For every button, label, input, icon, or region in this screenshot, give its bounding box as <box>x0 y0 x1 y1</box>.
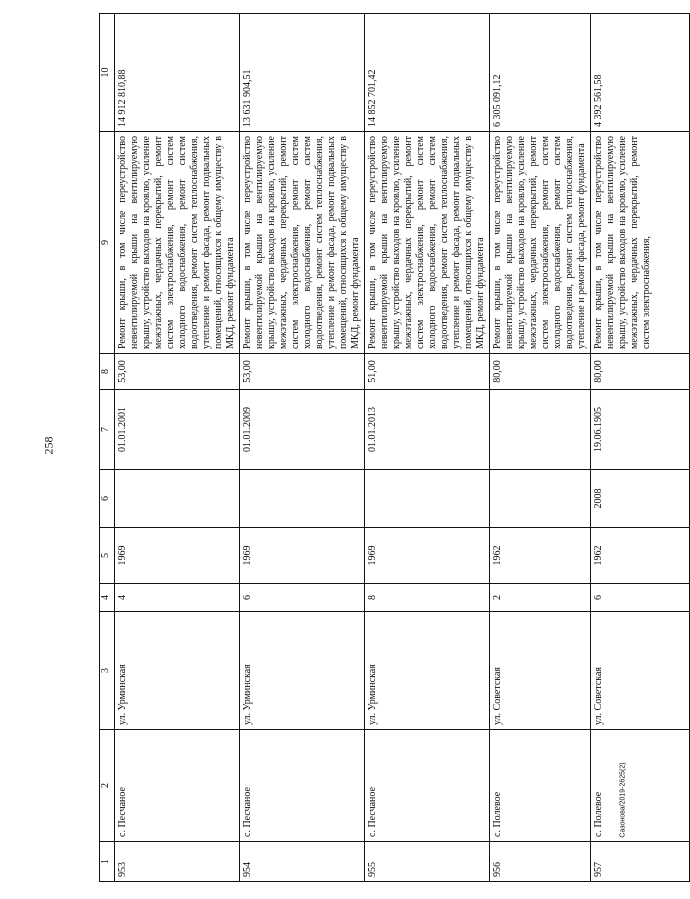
date: 01.01.2001 <box>115 390 240 470</box>
cost: 4 392 561,58 <box>591 14 690 132</box>
settlement: с. Полевое <box>490 730 591 842</box>
cost: 6 305 091,12 <box>490 14 591 132</box>
column-6-value <box>490 470 591 528</box>
cost: 14 912 810,88 <box>115 14 240 132</box>
settlement: с. Полевое <box>591 730 690 842</box>
street: ул. Урминская <box>240 612 365 730</box>
column-number-row <box>100 14 115 882</box>
column-6-value <box>365 470 490 528</box>
street: ул. Советская <box>490 612 591 730</box>
year-built: 1969 <box>365 528 490 584</box>
works-description: Ремонт крыши, в том числе переустройство невентилируемой крыши на вентилируемую крышу, устройство выходов на кровлю, усиление межэтажных, чердачных перекрытий, ремонт систем электроснабжения, ремонт систем холодного водоснабжения, ремонт систем водоотведения, ремонт систем теплоснабжения, утепление и ремонт фасада, ремонт фундамента <box>490 132 591 354</box>
house-number: 6 <box>591 584 690 612</box>
cost: 14 852 701,42 <box>365 14 490 132</box>
header-cell-5: 5 <box>100 528 115 584</box>
works-description: Ремонт крыши, в том числе переустройство невентилируемой крыши на вентилируемую крышу, устройство выходов на кровлю, усиление межэтажных, чердачных перекрытий, ремонт систем электроснабжения, ремонт систем холодного водоснабжения, ремонт систем водоотведения, ремонт систем теплоснабжения, утепление и ремонт фасада, ремонт подвальных помещений, относящихся к общему имуществу в МКД, ремонт фундамента <box>365 132 490 354</box>
year-built: 1962 <box>490 528 591 584</box>
date: 01.01.2009 <box>240 390 365 470</box>
wear-percent: 80,00 <box>591 354 690 390</box>
column-6-value <box>240 470 365 528</box>
house-number: 4 <box>115 584 240 612</box>
wear-percent: 53,00 <box>240 354 365 390</box>
document-code: Сазонова/2019-2625(2) <box>619 762 627 838</box>
column-6-value: 2008 <box>591 470 690 528</box>
header-cell-10: 10 <box>100 14 115 132</box>
wear-percent: 51,00 <box>365 354 490 390</box>
header-cell-7: 7 <box>100 390 115 470</box>
header-cell-6: 6 <box>100 470 115 528</box>
street: ул. Советская <box>591 612 690 730</box>
header-cell-2: 2 <box>100 730 115 842</box>
page-number: 258 <box>41 436 56 455</box>
header-cell-8: 8 <box>100 354 115 390</box>
header-cell-3: 3 <box>100 612 115 730</box>
settlement: с. Песчаное <box>365 730 490 842</box>
year-built: 1962 <box>591 528 690 584</box>
house-number: 8 <box>365 584 490 612</box>
row-number: 953 <box>115 842 240 882</box>
house-number: 2 <box>490 584 591 612</box>
cost: 13 631 904,51 <box>240 14 365 132</box>
date: 01.01.2013 <box>365 390 490 470</box>
row-number: 956 <box>490 842 591 882</box>
date: 19.06.1905 <box>591 390 690 470</box>
works-description: Ремонт крыши, в том числе переустройство невентилируемой крыши на вентилируемую крышу, устройство выходов на кровлю, усиление межэтажных, чердачных перекрытий, ремонт систем электроснабжения, ремонт систем холодного водоснабжения, ремонт систем водоотведения, ремонт систем теплоснабжения, утепление и ремонт фасада, ремонт подвальных помещений, относящихся к общему имуществу в МКД, ремонт фундамента <box>240 132 365 354</box>
house-number: 6 <box>240 584 365 612</box>
year-built: 1969 <box>240 528 365 584</box>
settlement: с. Песчаное <box>240 730 365 842</box>
row-number: 957 <box>591 842 690 882</box>
column-6-value <box>115 470 240 528</box>
row-number: 955 <box>365 842 490 882</box>
works-description: Ремонт крыши, в том числе переустройство невентилируемой крыши на вентилируемую крышу, устройство выходов на кровлю, усиление межэтажных, чердачных перекрытий, ремонт систем электроснабжения, <box>591 132 690 354</box>
table-row <box>115 14 240 882</box>
wear-percent: 80,00 <box>490 354 591 390</box>
header-cell-9: 9 <box>100 132 115 354</box>
street: ул. Урминская <box>365 612 490 730</box>
header-cell-4: 4 <box>100 584 115 612</box>
table-row <box>365 14 490 882</box>
wear-percent: 53,00 <box>115 354 240 390</box>
settlement: с. Песчаное <box>115 730 240 842</box>
table-row <box>240 14 365 882</box>
works-description: Ремонт крыши, в том числе переустройство невентилируемой крыши на вентилируемую крышу, устройство выходов на кровлю, усиление межэтажных, чердачных перекрытий, ремонт систем электроснабжения, ремонт систем холодного водоснабжения, ремонт систем водоотведения, ремонт систем теплоснабжения, утепление и ремонт фасада, ремонт подвальных помещений, относящихся к общему имуществу в МКД, ремонт фундамента <box>115 132 240 354</box>
year-built: 1969 <box>115 528 240 584</box>
date <box>490 390 591 470</box>
register-table <box>99 13 690 882</box>
row-number: 954 <box>240 842 365 882</box>
table-row <box>591 14 690 882</box>
street: ул. Урминская <box>115 612 240 730</box>
table-row <box>490 14 591 882</box>
header-cell-1: 1 <box>100 842 115 882</box>
